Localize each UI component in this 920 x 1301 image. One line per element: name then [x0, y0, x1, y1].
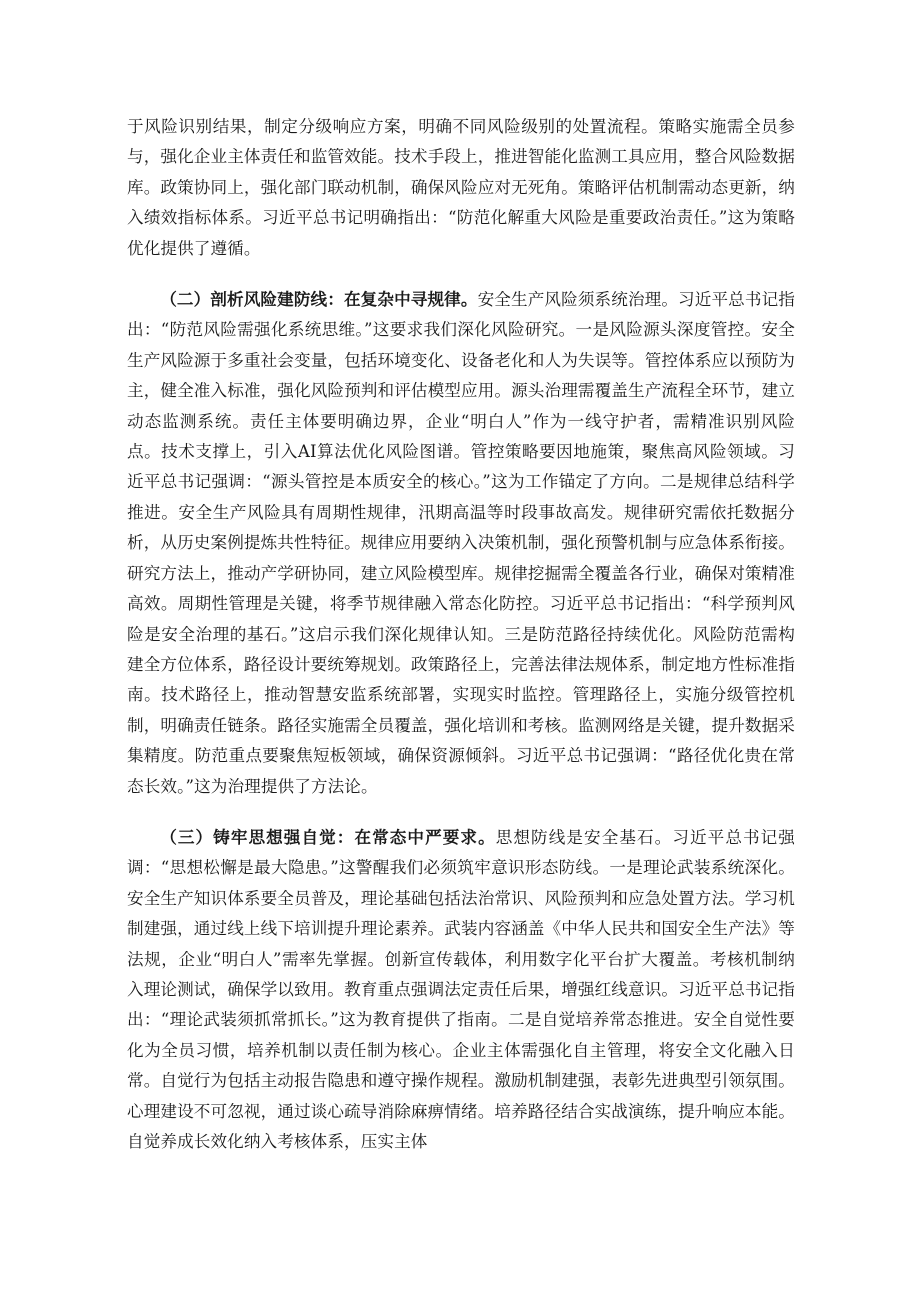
section-heading-2: （二）剖析风险建防线：在复杂中寻规律。: [160, 289, 478, 310]
document-body: [127, 112, 795, 1157]
paragraph-section-3: [127, 822, 795, 1157]
paragraph-section-2: [127, 284, 795, 802]
paragraph-strategy-continuation: [127, 112, 795, 264]
section-heading-3: （三）铸牢思想强自觉：在常态中严要求。: [160, 826, 496, 847]
paragraph-text: 于风险识别结果，制定分级响应方案，明确不同风险级别的处置流程。策略实施需全员参与，强化企业主体责任和监管效能。技术手段上，推进智能化监测工具应用，整合风险数据库。政策协同上，强化部门联动机制，确保风险应对无死角。策略评估机制需动态更新，纳入绩效指标体系。习近平总书记明确指出：“防范化解重大风险是重要政治责任。”这为策略优化提供了遵循。: [127, 117, 795, 258]
paragraph-text: 思想防线是安全基石。习近平总书记强调：“思想松懈是最大隐患。”这警醒我们必须筑牢意识形态防线。一是理论武装系统深化。安全生产知识体系要全员普及，理论基础包括法治常识、风险预判和应急处置方法。学习机制建强，通过线上线下培训提升理论素养。武装内容涵盖《中华人民共和国安全生产法》等法规，企业“明白人”需率先掌握。创新宣传载体，利用数字化平台扩大覆盖。考核机制纳入理论测试，确保学以致用。教育重点强调法定责任后果，增强红线意识。习近平总书记指出：“理论武装须抓常抓长。”这为教育提供了指南。二是自觉培养常态推进。安全自觉性要化为全员习惯，培养机制以责任制为核心。企业主体需强化自主管理，将安全文化融入日常。自觉行为包括主动报告隐患和遵守操作规程。激励机制建强，表彰先进典型引领氛围。心理建设不可忽视，通过谈心疏导消除麻痹情绪。培养路径结合实战演练，提升响应本能。自觉养成长效化纳入考核体系，压实主体: [127, 827, 795, 1151]
paragraph-text: 安全生产风险须系统治理。习近平总书记指出：“防范风险需强化系统思维。”这要求我们深化风险研究。一是风险源头深度管控。安全生产风险源于多重社会变量，包括环境变化、设备老化和人为失误等。管控体系应以预防为主，健全准入标准，强化风险预判和评估模型应用。源头治理需覆盖生产流程全环节，建立动态监测系统。责任主体要明确边界，企业“明白人”作为一线守护者，需精准识别风险点。技术支撑上，引入AI算法优化风险图谱。管控策略要因地施策，聚焦高风险领域。习近平总书记强调：“源头管控是本质安全的核心。”这为工作锚定了方向。二是规律总结科学推进。安全生产风险具有周期性规律，汛期高温等时段事故高发。规律研究需依托数据分析，从历史案例提炼共性特征。规律应用要纳入决策机制，强化预警机制与应急体系衔接。研究方法上，推动产学研协同，建立风险模型库。规律挖掘需全覆盖各行业，确保对策精准高效。周期性管理是关键，将季节规律融入常态化防控。习近平总书记指出：“科学预判风险是安全治理的基石。”这启示我们深化规律认知。三是防范路径持续优化。风险防范需构建全方位体系，路径设计要统筹规划。政策路径上，完善法律法规体系，制定地方性标准指南。技术路径上，推动智慧安监系统部署，实现实时监控。管理路径上，实施分级管控机制，明确责任链条。路径实施需全员覆盖，强化培训和考核。监测网络是关键，提升数据采集精度。防范重点要聚焦短板领域，确保资源倾斜。习近平总书记强调：“路径优化贵在常态长效。”这为治理提供了方法论。: [127, 290, 795, 796]
